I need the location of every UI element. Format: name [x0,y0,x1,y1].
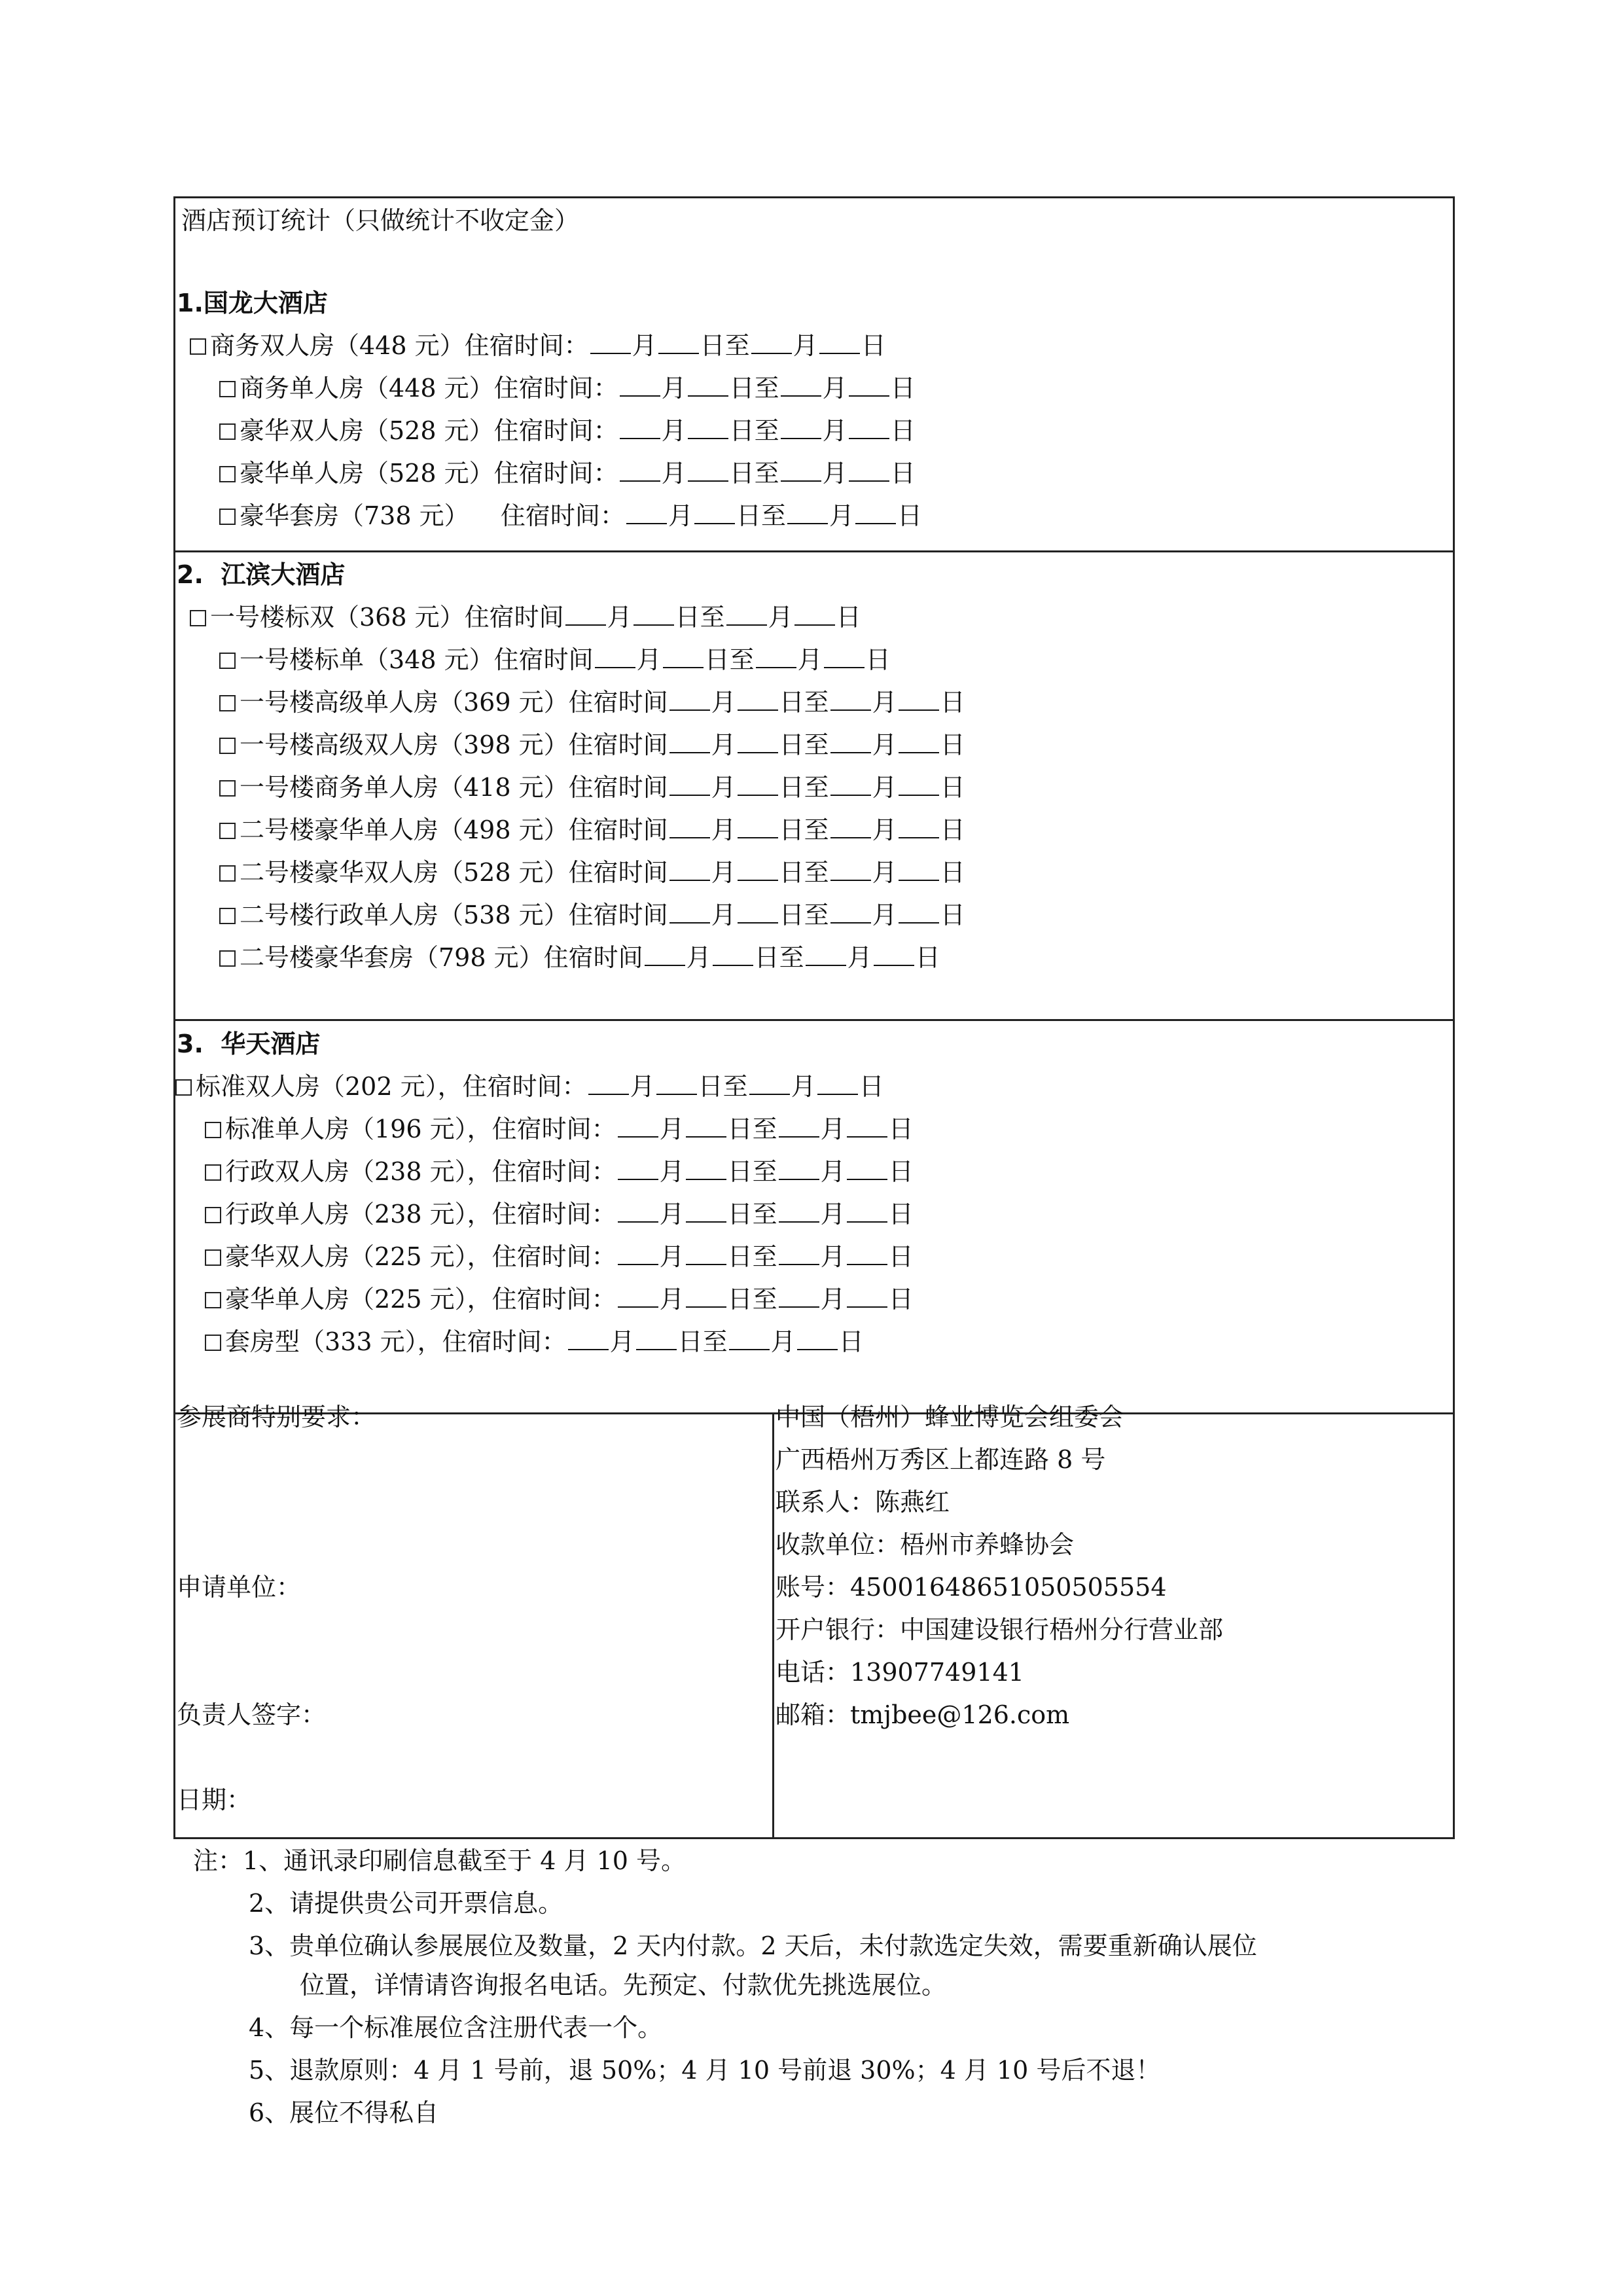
day-label: 日 [888,1200,914,1229]
to-label: 至 [752,1242,777,1271]
room-label: 一号楼标双（368 元）住宿时间 [210,603,564,632]
day-label: 日 [727,1115,753,1143]
date-blank-field[interactable] [899,856,939,881]
month-label: 月 [607,603,632,632]
note-line: 5、退款原则：4 月 1 号前，退 50%；4 月 10 号前退 30%；4 月 10 号后不退！ [249,2056,1161,2085]
date-blank-field[interactable] [847,1113,887,1138]
month-label: 月 [872,858,897,887]
room-checkbox[interactable] [175,1079,192,1096]
day-label: 日 [859,1072,884,1101]
day-label: 日 [727,1285,753,1314]
day-label: 日 [940,858,965,887]
form-title: 酒店预订统计（只做统计不收定金） [181,206,580,235]
date-blank-field[interactable] [686,1155,726,1180]
day-label: 日 [890,416,916,445]
room-option [205,1113,914,1145]
contact-info-line: 联系人：陈燕红 [776,1488,950,1516]
date-blank-field[interactable] [787,499,828,524]
month-label: 月 [872,901,897,929]
day-label: 日 [729,459,755,488]
date-blank-field[interactable] [819,329,860,354]
to-label: 至 [804,858,829,887]
room-option [219,686,965,719]
room-checkbox[interactable] [219,466,236,482]
day-label: 日 [727,1157,753,1186]
room-checkbox[interactable] [219,653,236,669]
date-blank-field[interactable] [669,856,710,881]
date-blank-field[interactable] [847,1283,887,1308]
day-label: 日 [888,1157,914,1186]
month-label: 月 [820,1242,846,1271]
month-label: 月 [872,730,897,759]
room-option [205,1240,914,1273]
date-blank-field[interactable] [830,686,871,711]
date-blank-field[interactable] [669,899,710,924]
day-label: 日 [940,773,965,802]
date-blank-field[interactable] [779,1155,819,1180]
room-label: 行政双人房（238 元），住宿时间： [225,1157,616,1186]
date-blank-field[interactable] [636,1325,677,1350]
month-label: 月 [822,374,847,403]
label-applicant: 申请单位： [177,1573,302,1602]
room-label: 套房型（333 元），住宿时间： [225,1327,567,1356]
room-option [219,414,916,447]
date-blank-field[interactable] [688,414,728,439]
date-blank-field[interactable] [738,771,778,796]
room-option [219,941,940,974]
date-blank-field[interactable] [874,941,914,966]
date-blank-field[interactable] [688,372,728,397]
day-label: 日 [940,730,965,759]
day-label: 日 [940,901,965,929]
month-label: 月 [659,1285,685,1314]
day-label: 日 [915,943,940,972]
date-blank-field[interactable] [620,457,660,482]
month-label: 月 [711,858,736,887]
label-special-requests: 参展商特别要求： [177,1403,376,1431]
room-checkbox[interactable] [219,381,236,397]
date-blank-field[interactable] [830,771,871,796]
room-label: 豪华双人房（225 元），住宿时间： [225,1242,616,1271]
to-label: 至 [702,1327,728,1356]
to-label: 至 [804,773,829,802]
to-label: 至 [804,901,829,929]
to-label: 至 [752,1115,777,1143]
day-label: 日 [890,459,916,488]
day-label: 日 [727,1242,753,1271]
day-label: 日 [704,645,730,674]
month-label: 月 [822,459,847,488]
room-option [219,856,965,889]
contact-info-line: 账号：45001648651050505554 [776,1573,1167,1602]
date-blank-field[interactable] [797,1325,838,1350]
date-blank-field[interactable] [849,372,889,397]
date-blank-field[interactable] [726,601,767,626]
room-label: 豪华单人房（528 元）住宿时间： [240,459,618,488]
date-blank-field[interactable] [738,814,778,838]
date-blank-field[interactable] [713,941,753,966]
room-label: 一号楼标单（348 元）住宿时间 [240,645,594,674]
room-option [219,899,965,931]
month-label: 月 [661,459,687,488]
to-label: 至 [754,459,779,488]
to-label: 至 [724,331,750,360]
room-checkbox[interactable] [219,780,236,797]
room-checkbox[interactable] [205,1164,221,1181]
month-label: 月 [822,416,847,445]
month-label: 月 [636,645,662,674]
date-blank-field[interactable] [694,499,735,524]
date-blank-field[interactable] [568,1325,609,1350]
day-label: 日 [888,1115,914,1143]
date-blank-field[interactable] [618,1155,658,1180]
month-label: 月 [659,1157,685,1186]
contact-info-line: 开户银行：中国建设银行梧州分行营业部 [776,1615,1224,1644]
day-label: 日 [779,816,804,844]
room-checkbox[interactable] [190,338,206,355]
date-blank-field[interactable] [751,329,792,354]
date-blank-field[interactable] [618,1198,658,1223]
note-line: 4、每一个标准展位含注册代表一个。 [249,2013,663,2042]
room-label: 商务双人房（448 元）住宿时间： [210,331,589,360]
hotel-name: 1.国龙大酒店 [177,289,328,317]
contact-info-line: 广西梧州万秀区上都连路 8 号 [776,1445,1106,1474]
to-label: 至 [760,501,786,530]
day-label: 日 [675,603,700,632]
month-label: 月 [661,416,687,445]
room-label: 二号楼豪华单人房（498 元）住宿时间 [240,816,668,844]
room-checkbox[interactable] [219,865,236,882]
date-blank-field[interactable] [779,1283,819,1308]
day-label: 日 [836,603,861,632]
date-blank-field[interactable] [899,899,939,924]
date-blank-field[interactable] [749,1070,790,1095]
month-label: 月 [793,331,818,360]
hotel-name: 3. 华天酒店 [177,1030,321,1058]
room-checkbox[interactable] [219,695,236,711]
month-label: 月 [686,943,711,972]
day-label: 日 [779,688,804,717]
date-blank-field[interactable] [781,457,821,482]
date-blank-field[interactable] [738,856,778,881]
day-label: 日 [865,645,891,674]
room-option [205,1155,914,1188]
label-date: 日期： [177,1785,252,1814]
contact-info-line: 中国（梧州）蜂业博览会组委会 [776,1403,1124,1431]
date-blank-field[interactable] [779,1113,819,1138]
room-label: 豪华双人房（528 元）住宿时间： [240,416,618,445]
date-blank-field[interactable] [663,643,704,668]
month-label: 月 [661,374,687,403]
month-label: 月 [711,730,736,759]
date-blank-field[interactable] [618,1113,658,1138]
date-blank-field[interactable] [781,414,821,439]
room-checkbox[interactable] [205,1249,221,1266]
day-label: 日 [729,416,755,445]
date-blank-field[interactable] [588,1070,629,1095]
day-label: 日 [888,1242,914,1271]
to-label: 至 [779,943,804,972]
day-label: 日 [940,816,965,844]
day-label: 日 [698,1072,723,1101]
date-blank-field[interactable] [738,686,778,711]
room-label: 豪华单人房（225 元），住宿时间： [225,1285,616,1314]
month-label: 月 [820,1115,846,1143]
to-label: 至 [700,603,725,632]
date-blank-field[interactable] [686,1240,726,1265]
month-label: 月 [791,1072,816,1101]
room-label: 标准单人房（196 元），住宿时间： [225,1115,616,1143]
room-option [219,728,965,761]
month-label: 月 [797,645,823,674]
date-blank-field[interactable] [849,414,889,439]
to-label: 至 [804,688,829,717]
date-blank-field[interactable] [830,814,871,838]
date-blank-field[interactable] [686,1283,726,1308]
date-blank-field[interactable] [729,1325,770,1350]
date-blank-field[interactable] [658,329,699,354]
to-label: 至 [722,1072,748,1101]
day-label: 日 [779,901,804,929]
date-blank-field[interactable] [595,643,635,668]
room-checkbox[interactable] [219,950,236,967]
date-blank-field[interactable] [633,601,674,626]
date-blank-field[interactable] [590,329,631,354]
contact-info-line: 电话：13907749141 [776,1658,1024,1687]
room-option [175,1070,884,1103]
date-blank-field[interactable] [899,771,939,796]
to-label: 至 [754,416,779,445]
day-label: 日 [888,1285,914,1314]
month-label: 月 [768,603,793,632]
date-blank-field[interactable] [565,601,606,626]
room-option [205,1325,864,1358]
date-blank-field[interactable] [669,686,710,711]
room-checkbox[interactable] [205,1122,221,1138]
to-label: 至 [804,816,829,844]
date-blank-field[interactable] [779,1198,819,1223]
room-label: 商务单人房（448 元）住宿时间： [240,374,618,403]
date-blank-field[interactable] [669,771,710,796]
room-label: 一号楼高级双人房（398 元）住宿时间 [240,730,668,759]
month-label: 月 [820,1200,846,1229]
room-label: 一号楼高级单人房（369 元）住宿时间 [240,688,668,717]
date-blank-field[interactable] [620,414,660,439]
month-label: 月 [820,1157,846,1186]
day-label: 日 [838,1327,864,1356]
room-label: 二号楼豪华双人房（528 元）住宿时间 [240,858,668,887]
month-label: 月 [668,501,693,530]
date-blank-field[interactable] [779,1240,819,1265]
room-option [219,643,891,676]
date-blank-field[interactable] [899,686,939,711]
note-line: 6、展位不得私自 [249,2098,439,2127]
day-label: 日 [727,1200,753,1229]
to-label: 至 [754,374,779,403]
date-blank-field[interactable] [899,814,939,838]
divider-contact-columns [772,1412,774,1839]
room-option [190,329,886,362]
month-label: 月 [659,1200,685,1229]
month-label: 月 [820,1285,846,1314]
date-blank-field[interactable] [781,372,821,397]
note-line: 2、请提供贵公司开票信息。 [249,1889,563,1918]
month-label: 月 [711,901,736,929]
room-checkbox[interactable] [219,738,236,754]
room-option [205,1198,914,1230]
month-label: 月 [872,688,897,717]
day-label: 日 [861,331,886,360]
to-label: 至 [752,1157,777,1186]
date-blank-field[interactable] [618,1283,658,1308]
month-label: 月 [847,943,872,972]
date-blank-field[interactable] [656,1070,697,1095]
to-label: 至 [752,1200,777,1229]
room-option [190,601,861,634]
room-label: 二号楼豪华套房（798 元）住宿时间 [240,943,643,972]
date-blank-field[interactable] [847,1240,887,1265]
room-checkbox[interactable] [219,908,236,924]
room-option [219,457,916,490]
date-blank-field[interactable] [824,643,865,668]
room-checkbox[interactable] [219,509,236,525]
room-checkbox[interactable] [205,1335,221,1351]
hotel-name: 2. 江滨大酒店 [177,560,346,589]
contact-info-line: 邮箱：tmjbee@126.com [776,1700,1070,1729]
month-label: 月 [711,816,736,844]
day-label: 日 [729,374,755,403]
room-option [219,499,922,532]
day-label: 日 [897,501,923,530]
date-blank-field[interactable] [849,457,889,482]
room-label: 行政单人房（238 元），住宿时间： [225,1200,616,1229]
date-blank-field[interactable] [756,643,796,668]
note-line: 注：1、通讯录印刷信息截至于 4 月 10 号。 [193,1846,687,1875]
date-blank-field[interactable] [738,728,778,753]
month-label: 月 [659,1242,685,1271]
note-line: 3、贵单位确认参展展位及数量，2 天内付款。2 天后，未付款选定失效，需要重新确认展位 [249,1931,1257,1960]
to-label: 至 [729,645,755,674]
room-option [205,1283,914,1316]
date-blank-field[interactable] [738,899,778,924]
date-blank-field[interactable] [626,499,667,524]
date-blank-field[interactable] [688,457,728,482]
room-checkbox[interactable] [190,610,206,626]
to-label: 至 [804,730,829,759]
date-blank-field[interactable] [806,941,846,966]
divider-hotel-2-3 [175,1019,1453,1021]
date-blank-field[interactable] [686,1113,726,1138]
month-label: 月 [829,501,854,530]
note-line: 位置，详情请咨询报名电话。先预定、付款优先挑选展位。 [300,1971,947,2000]
day-label: 日 [940,688,965,717]
room-checkbox[interactable] [219,823,236,839]
month-label: 月 [770,1327,796,1356]
room-checkbox[interactable] [205,1207,221,1223]
contact-info-line: 收款单位：梧州市养蜂协会 [776,1530,1075,1559]
room-label: 豪华套房（738 元） 住宿时间： [240,501,625,530]
day-label: 日 [779,858,804,887]
date-blank-field[interactable] [618,1240,658,1265]
month-label: 月 [609,1327,635,1356]
day-label: 日 [890,374,916,403]
date-blank-field[interactable] [855,499,896,524]
date-blank-field[interactable] [669,728,710,753]
room-checkbox[interactable] [219,423,236,440]
month-label: 月 [872,816,897,844]
room-label: 一号楼商务单人房（418 元）住宿时间 [240,773,668,802]
room-option [219,372,916,404]
date-blank-field[interactable] [830,899,871,924]
month-label: 月 [711,773,736,802]
month-label: 月 [872,773,897,802]
day-label: 日 [736,501,761,530]
date-blank-field[interactable] [830,728,871,753]
room-option [219,814,965,846]
label-signature: 负责人签字： [177,1700,327,1729]
date-blank-field[interactable] [830,856,871,881]
day-label: 日 [700,331,725,360]
month-label: 月 [630,1072,655,1101]
to-label: 至 [752,1285,777,1314]
date-blank-field[interactable] [847,1155,887,1180]
month-label: 月 [659,1115,685,1143]
date-blank-field[interactable] [847,1198,887,1223]
date-blank-field[interactable] [817,1070,858,1095]
month-label: 月 [711,688,736,717]
month-label: 月 [632,331,657,360]
date-blank-field[interactable] [645,941,685,966]
room-checkbox[interactable] [205,1292,221,1308]
date-blank-field[interactable] [899,728,939,753]
room-option [219,771,965,804]
room-label: 标准双人房（202 元），住宿时间： [196,1072,587,1101]
date-blank-field[interactable] [620,372,660,397]
day-label: 日 [754,943,779,972]
day-label: 日 [677,1327,703,1356]
room-label: 二号楼行政单人房（538 元）住宿时间 [240,901,668,929]
date-blank-field[interactable] [794,601,835,626]
date-blank-field[interactable] [669,814,710,838]
day-label: 日 [779,730,804,759]
divider-hotel-1-2 [175,550,1453,552]
day-label: 日 [779,773,804,802]
date-blank-field[interactable] [686,1198,726,1223]
